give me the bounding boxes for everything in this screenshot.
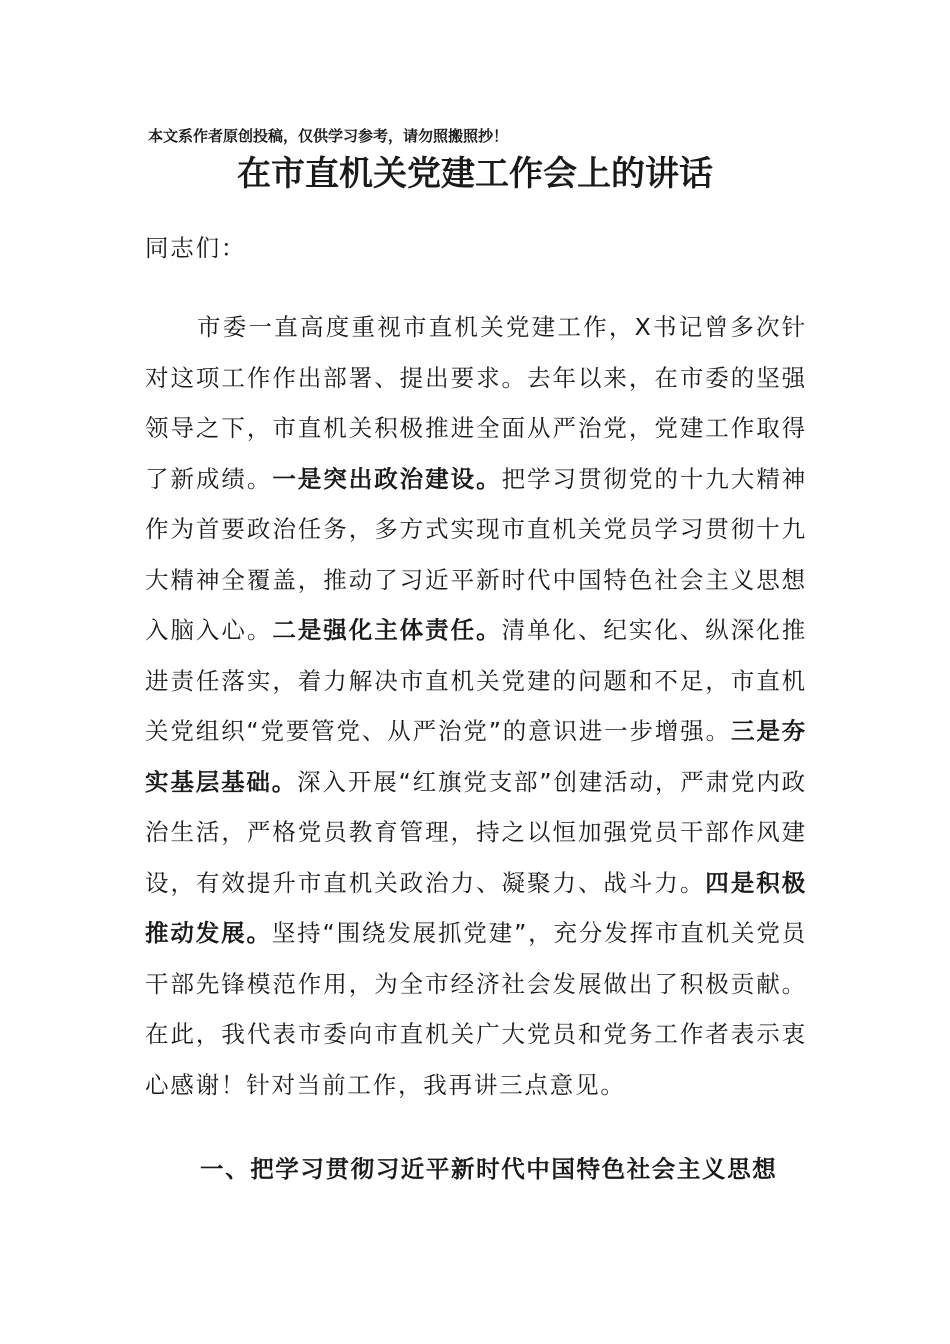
copyright-notice: 本文系作者原创投稿，仅供学习参考，请勿照搬照抄！	[148, 127, 509, 145]
paragraph-text: 把学习贯彻党的十九大精神作为首要政治任务，多方式实现市直机关党员学习贯彻十九大精神全覆盖，推动了习近平新时代中国特色社会主义思想入脑入心。	[145, 464, 808, 644]
salutation: 同志们：	[145, 234, 247, 262]
document-title: 在市直机关党建工作会上的讲话	[237, 154, 713, 194]
paragraph-text: 坚持“围绕发展抓党建”，充分发挥市直机关党员干部先锋模范作用，为全市经济社会发展做出了积极贡献。在此，我代表市委向市直机关广大党员和党务工作者表示衷心感谢！针对当前工作，我再讲三点意见。	[145, 919, 808, 1099]
paragraph-text: 市委一直高度重视市直机关党建工作，X书记曾多次针对这项工作作出部署、提出要求。去年以来，在市委的坚强领导之下，市直机关积极推进全面从严治党，党建工作取得了新成绩。	[145, 313, 807, 493]
paragraph-bold-point-3: 三是夯实基层基础。	[145, 717, 807, 796]
body-paragraph	[145, 302, 807, 1110]
section-heading-1: 一、把学习贯彻习近平新时代中国特色社会主义思想	[200, 1155, 778, 1183]
paragraph-bold-point-4: 四是积极推动发展。	[145, 868, 807, 947]
paragraph-bold-point-1: 一是突出政治建设。	[272, 464, 502, 493]
paragraph-text: 清单化、纪实化、纵深化推进责任落实，着力解决市直机关党建的问题和不足，市直机关党组织“党要管党、从严治党”的意识进一步增强。	[145, 616, 808, 745]
paragraph-text: 深入开展“红旗党支部”创建活动，严肃党内政治生活，严格党员教育管理，持之以恒加强党员干部作风建设，有效提升市直机关政治力、凝聚力、战斗力。	[145, 767, 807, 897]
paragraph-bold-point-2: 二是强化主体责任。	[272, 616, 502, 644]
